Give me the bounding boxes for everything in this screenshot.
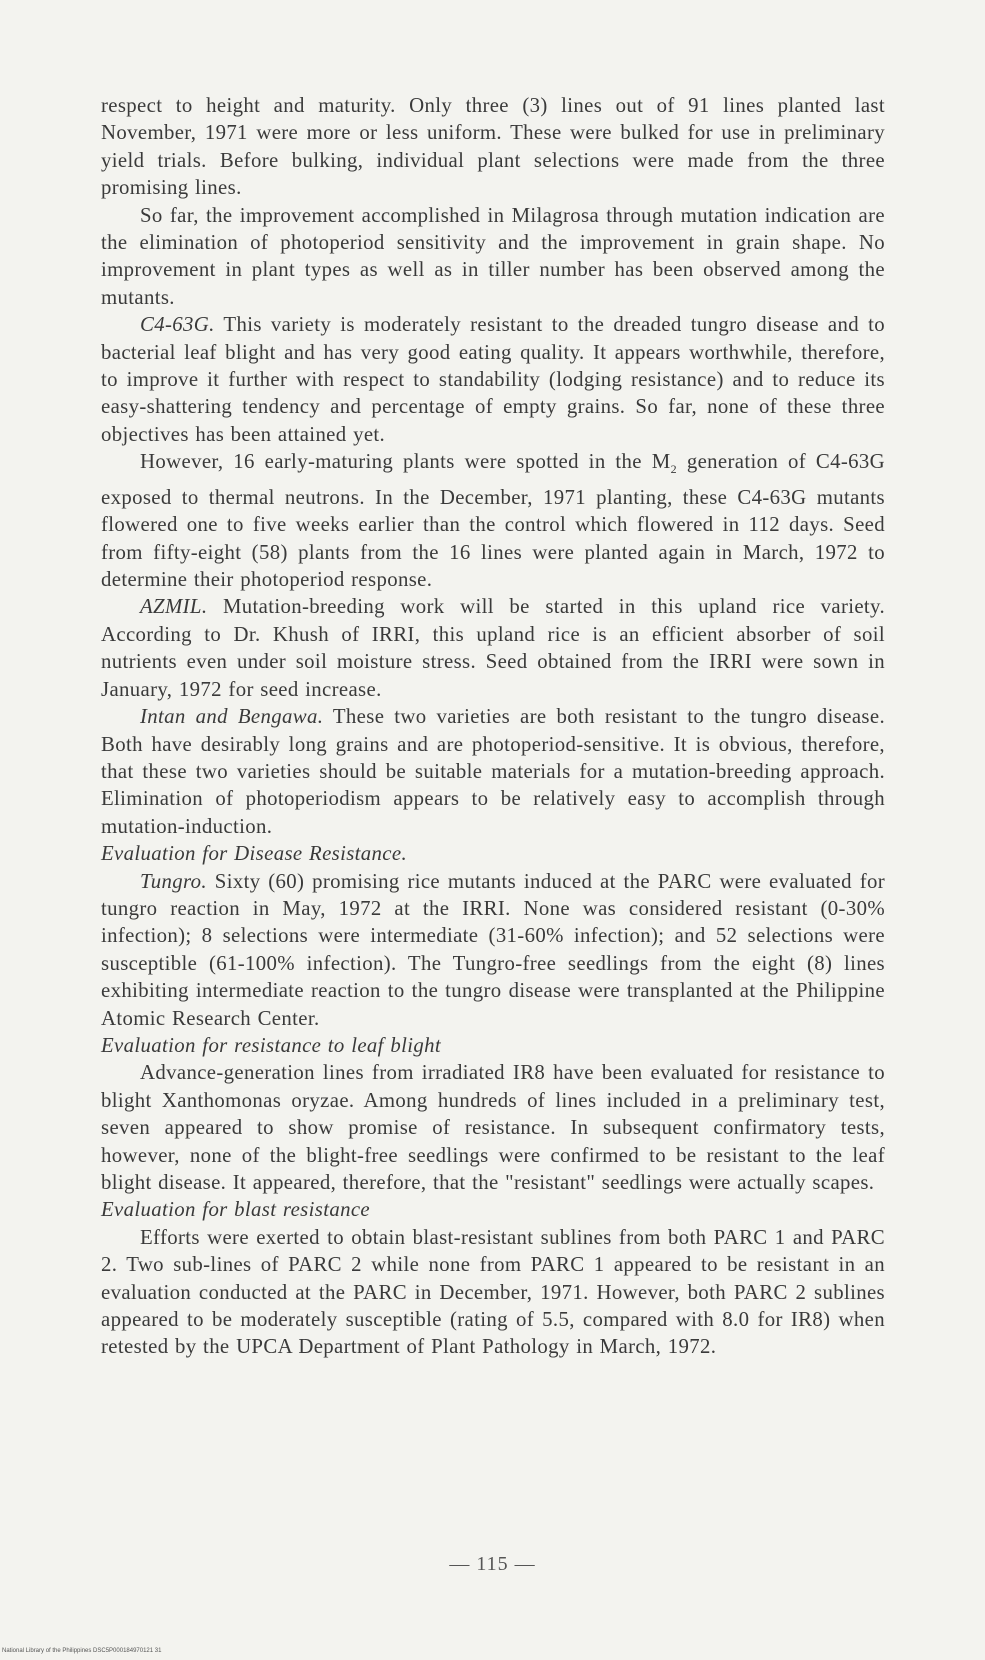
paragraph-continuation: respect to height and maturity. Only three (3) lines out of 91 lines planted last November, 1971 were more or less uniform. These were bulked for use in preliminary yield trials. Before bulking, individual plant selections were made from the three promising lines.	[101, 94, 885, 200]
paragraph-text: generation of C4-63G exposed to thermal neutrons. In the December, 1971 planting, these C4-63G mutants flowered one to five weeks earlier than the control which flowered in 112 days. Seed from fifty-eight (58) plants from the 16 lines were planted again in March, 1972 to determine their photoperiod response.	[101, 450, 885, 592]
run-in-heading-c4-63g: C4-63G.	[140, 313, 215, 337]
paragraph-early-maturing	[101, 448, 885, 593]
paragraph-leaf-blight: Advance-generation lines from irradiated IR8 have been evaluated for resistance to blight Xanthomonas oryzae. Among hundreds of lines included in a preliminary test, seven appeared to show promise of resistance. In subsequent confirmatory tests, however, none of the blight-free seedlings were confirmed to be resistant to the leaf blight disease. It appeared, therefore, that the "resistant" seedlings were actually scapes.	[101, 1061, 885, 1194]
paragraph-text: This variety is moderately resistant to the dreaded tungro disease and to bacterial leaf blight and has very good eating quality. It appears worthwhile, therefore, to improve it further with respect to standability (lodging resistance) and to reduce its easy-shattering tendency and percentage of empty grains. So far, none of these three objectives has been attained yet.	[101, 313, 885, 446]
paragraph-text: These two varieties are both resistant to the tungro disease. Both have desirably long grains and are photoperiod-sensitive. It is obvious, therefore, that these two varieties should be suitable materials for a mutation-breeding approach. Elimination of photoperiodism appears to be relatively easy to accomplish through mutation-induction.	[101, 705, 885, 838]
paragraph-intan-bengawa	[101, 703, 885, 840]
run-in-heading-tungro: Tungro.	[140, 869, 207, 893]
paragraph-tungro	[101, 868, 885, 1032]
scan-footer-note: National Library of the Philippines DSC5P000184970121 31	[2, 1648, 162, 1654]
paragraph-text: Sixty (60) promising rice mutants induced at the PARC were evaluated for tungro reaction in May, 1972 at the IRRI. None was considered resistant (0-30% infection); 8 selections were intermediate (31-60% infection); and 52 selections were susceptible (61-100% infection). The Tungro-free seedlings from the eight (8) lines exhibiting intermediate reaction to the tungro disease were transplanted at the Philippine Atomic Research Center.	[101, 869, 885, 1030]
paragraph-blast: Efforts were exerted to obtain blast-resistant sublines from both PARC 1 and PARC 2. Two sub-lines of PARC 2 while none from PARC 1 appeared to be resistant in an evaluation conducted at the PARC in December, 1971. However, both PARC 2 sublines appeared to be moderately susceptible (rating of 5.5, compared with 8.0 for IR8) when retested by the UPCA Department of Plant Pathology in March, 1972.	[101, 1225, 885, 1359]
paragraph-milagrosa: So far, the improvement accomplished in Milagrosa through mutation indication are the elimination of photoperiod sensitivity and the improvement in grain shape. No improvement in plant types as well as in tiller number has been observed among the mutants.	[101, 203, 885, 309]
page-number: — 115 —	[449, 1553, 536, 1575]
page-body	[101, 92, 885, 1361]
run-in-heading-intan-bengawa: Intan and Bengawa.	[140, 705, 324, 729]
section-heading-disease-resistance: Evaluation for Disease Resistance.	[101, 842, 408, 866]
section-heading-leaf-blight: Evaluation for resistance to leaf blight	[101, 1033, 441, 1057]
paragraph-c4-63g	[101, 311, 885, 448]
section-heading-blast: Evaluation for blast resistance	[101, 1198, 370, 1222]
subscript: 2	[670, 462, 677, 477]
paragraph-text: Mutation-breeding work will be started in this upland rice variety. According to Dr. Khush of IRRI, this upland rice is an efficient absorber of soil nutrients even under soil moisture stress. Seed obtained from the IRRI were sown in January, 1972 for seed increase.	[101, 595, 885, 701]
paragraph-azmil	[101, 593, 885, 703]
run-in-heading-azmil: AZMIL.	[140, 595, 208, 619]
paragraph-text: However, 16 early-maturing plants were spotted in the M	[140, 450, 671, 474]
body-text	[101, 92, 885, 1361]
